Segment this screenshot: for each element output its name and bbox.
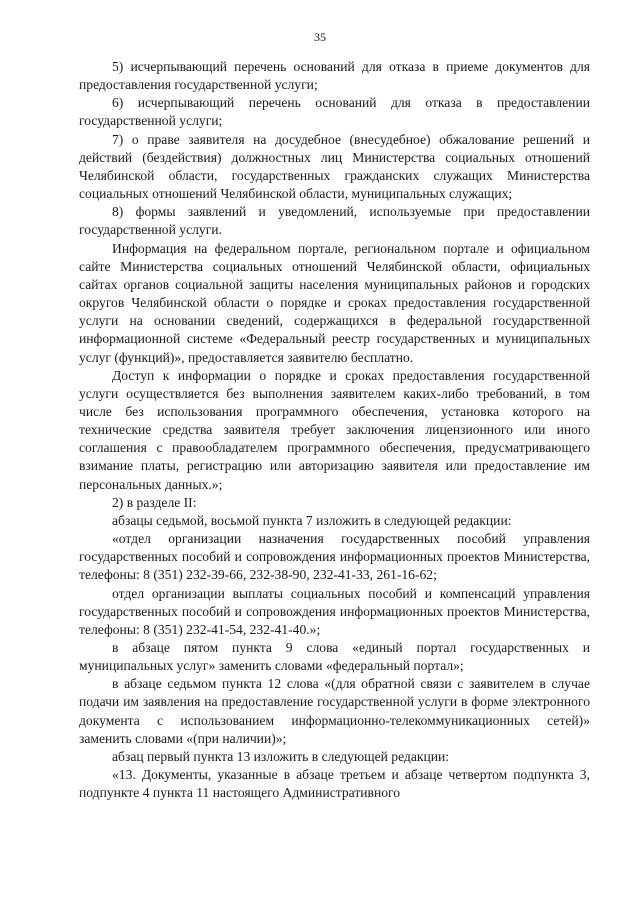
paragraph-point-7-intro: абзацы седьмой, восьмой пункта 7 изложить в следующей редакции: <box>112 512 512 528</box>
paragraph-item-5: 5) исчерпывающий перечень оснований для отказа в приеме документов для предоставления государственной услуги; <box>79 59 590 93</box>
paragraph-item-7: 7) о праве заявителя на досудебное (внесудебное) обжалование решений и действий (бездействия) должностных лиц Министерства социальных отношений Челябинской области, государственных гражданских служащих Министерства социальных отношений Челябинской области, муниципальных служащих; <box>79 131 590 202</box>
paragraph-point-9: в абзаце пятом пункта 9 слова «единый портал государственных и муниципальных услуг» заменить словами «федеральный портал»; <box>79 640 590 674</box>
paragraph-dept-assignment: «отдел организации назначения государственных пособий управления государственных пособий и сопровождения информационных проектов Министерства, телефоны: 8 (351) 232-39-66, 232-38-90, 232-41-33, 261-16-62; <box>79 531 590 583</box>
paragraph-point-13-intro: абзац первый пункта 13 изложить в следующей редакции: <box>112 748 450 764</box>
paragraph-item-6: 6) исчерпывающий перечень оснований для отказа в предоставлении государственной услуги; <box>79 95 590 129</box>
paragraph-access-info: Доступ к информации о порядке и сроках предоставления государственной услуги осуществляется без выполнения заявителем каких-либо требований, в том числе без использования программного обеспечения, установка которого на технические средства заявителя требует заключения лицензионного или иного соглашения с правообладателем программного обеспечения, предусматривающего взимание платы, регистрацию или авторизацию заявителя или предоставление им персональных данных.»; <box>79 367 590 492</box>
page-number: 35 <box>314 30 326 44</box>
paragraph-dept-payment: отдел организации выплаты социальных пособий и компенсаций управления государственных пособий и сопровождения информационных проектов Министерства, телефоны: 8 (351) 232-41-54, 232-41-40.»; <box>79 585 590 637</box>
document-body <box>79 58 590 802</box>
paragraph-item-8: 8) формы заявлений и уведомлений, используемые при предоставлении государственной услуги. <box>79 204 590 238</box>
paragraph-section-2: 2) в разделе II: <box>112 494 197 510</box>
paragraph-point-12: в абзаце седьмом пункта 12 слова «(для обратной связи с заявителем в случае подачи им заявления на предоставление государственной услуги в форме электронного документа с использованием информационно-телекоммуникационных сетей)» заменить словами «(при наличии)»; <box>79 676 590 746</box>
paragraph-info-portals: Информация на федеральном портале, региональном портале и официальном сайте Министерства социальных отношений Челябинской области, официальных сайтах органов социальной защиты населения муниципальных районов и городских округов Челябинской области о порядке и сроках предоставления государственной услуги на основании сведений, содержащихся в федеральной государственной информационной системе «Федеральный реестр государственных и муниципальных услуг (функций)», предоставляется заявителю бесплатно. <box>79 240 590 365</box>
paragraph-point-13-text: «13. Документы, указанные в абзаце третьем и абзаце четвертом подпункта 3, подпункте 4 пункта 11 настоящего Административного <box>79 767 590 801</box>
